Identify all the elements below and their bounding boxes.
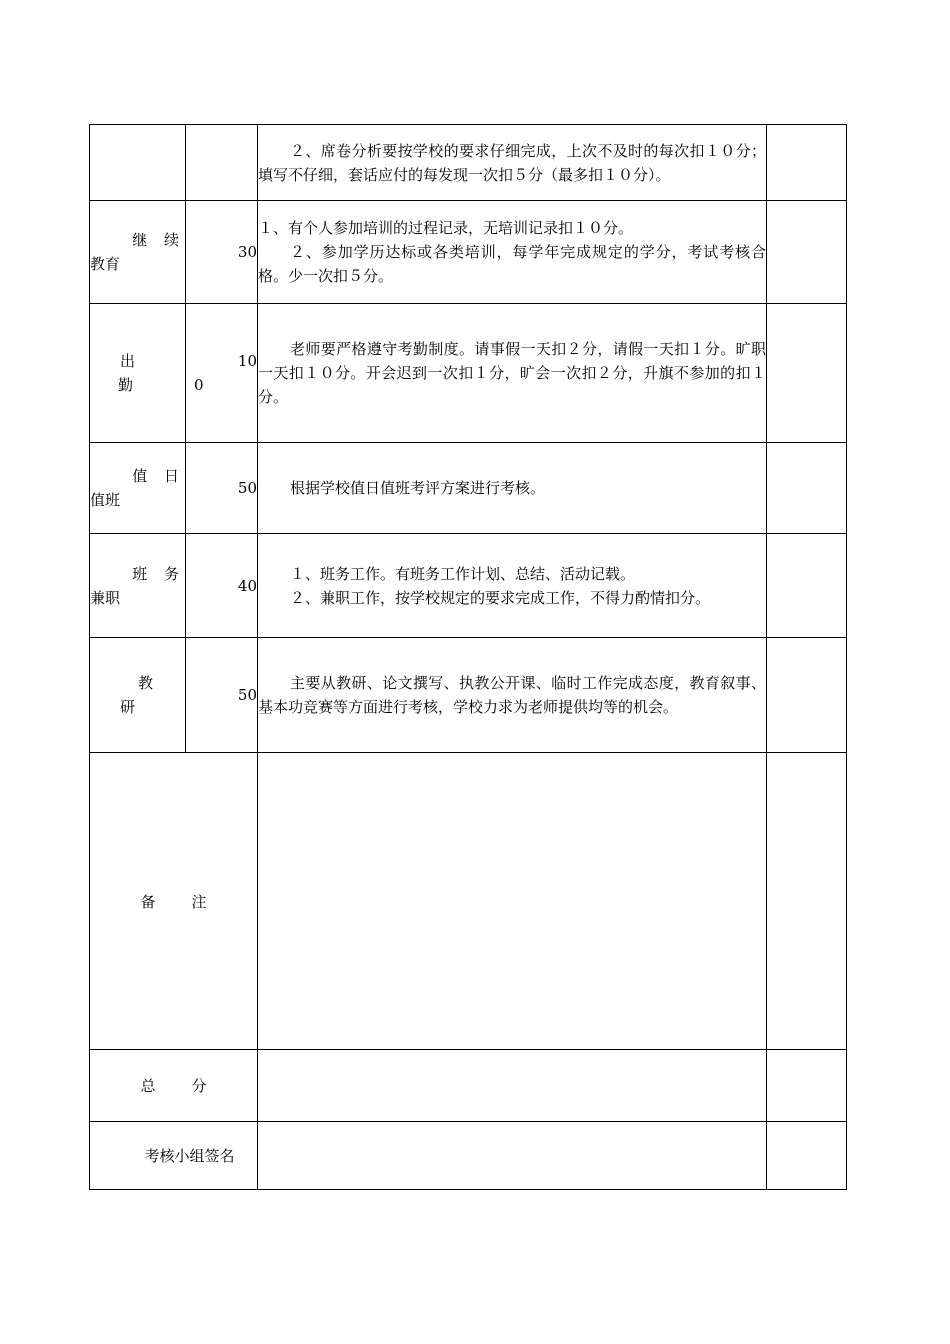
- content-cell: [258, 638, 767, 753]
- item-cell: [90, 201, 186, 304]
- content-text: 主要从教研、论文撰写、执教公开课、临时工作完成态度，教育叙事、基本功竞赛等方面进行考核，学校力求为老师提供均等的机会。: [258, 674, 766, 716]
- content-cell: [258, 201, 767, 304]
- content-text: ２、席卷分析要按学校的要求仔细完成，上次不及时的每次扣１０分；填写不仔细，套话应付的每发现一次扣５分（最多扣１０分）。: [258, 141, 766, 184]
- content-text: 老师要严格遵守考勤制度。请事假一天扣２分，请假一天扣１分。旷职一天扣１０分。开会迟到一次扣１分，旷会一次扣２分，升旗不参加的扣１分。: [258, 340, 766, 406]
- item-label-line1: 班 务: [132, 564, 185, 583]
- total-label: [90, 1050, 258, 1122]
- item-label-line2: 值班: [90, 491, 121, 509]
- content-cell: [258, 125, 767, 201]
- item-cell: [90, 304, 186, 443]
- result-cell: [767, 534, 847, 638]
- result-cell: [767, 304, 847, 443]
- assessment-table: [89, 124, 847, 1190]
- table-row: [90, 201, 847, 304]
- signature-row: [90, 1122, 847, 1190]
- remarks-label-char: 备: [140, 892, 156, 911]
- result-cell: [767, 1050, 847, 1122]
- item-label-line1: 继 续: [132, 231, 185, 249]
- result-cell: [767, 753, 847, 1050]
- result-cell: [767, 201, 847, 304]
- table-row: [90, 443, 847, 534]
- item-cell: [90, 443, 186, 534]
- content-cell: [258, 304, 767, 443]
- total-label-char: 分: [191, 1077, 207, 1095]
- score-cell: [186, 125, 258, 201]
- item-label-line1: 值 日: [132, 467, 185, 485]
- table-row: [90, 638, 847, 753]
- score-cell: 50: [186, 638, 258, 753]
- content-text: ２、参加学历达标或各类培训，每学年完成规定的学分，考试考核合格。少一次扣５分。: [258, 243, 766, 285]
- result-cell: [767, 638, 847, 753]
- content-text: １、有个人参加培训的过程记录，无培训记录扣１０分。: [258, 219, 634, 237]
- result-cell: [767, 125, 847, 201]
- signature-label: 考核小组签名: [90, 1122, 258, 1190]
- total-row: [90, 1050, 847, 1122]
- item-label-line2: 兼职: [90, 588, 121, 607]
- table-row: [90, 304, 847, 443]
- item-label-line2: 勤: [118, 376, 134, 394]
- score-value-wrap: 0: [194, 376, 204, 394]
- score-cell: [186, 304, 258, 443]
- content-cell: [258, 443, 767, 534]
- score-cell: 30: [186, 201, 258, 304]
- item-label-line2: 教育: [90, 255, 121, 273]
- total-label-char: 总: [140, 1077, 156, 1095]
- content-text: １、班务工作。有班务工作计划、总结、活动记载。: [290, 564, 636, 583]
- result-cell: [767, 1122, 847, 1190]
- remarks-label: [90, 753, 258, 1050]
- table-row: [90, 534, 847, 638]
- signature-field[interactable]: [258, 1122, 767, 1190]
- table-row: [90, 125, 847, 201]
- item-label-line1: 教: [138, 674, 154, 692]
- remarks-field[interactable]: [258, 753, 767, 1050]
- total-field[interactable]: [258, 1050, 767, 1122]
- score-cell: 50: [186, 443, 258, 534]
- item-cell: [90, 534, 186, 638]
- content-text: 根据学校值日值班考评方案进行考核。: [290, 479, 546, 497]
- remarks-label-char: 注: [191, 892, 207, 911]
- result-cell: [767, 443, 847, 534]
- score-value: 10: [237, 352, 257, 370]
- item-label-line2: 研: [120, 698, 136, 716]
- content-cell: [258, 534, 767, 638]
- score-cell: 40: [186, 534, 258, 638]
- item-label-line1: 出: [120, 352, 136, 370]
- item-cell: [90, 638, 186, 753]
- item-cell: [90, 125, 186, 201]
- remarks-row: [90, 753, 847, 1050]
- content-text: ２、兼职工作，按学校规定的要求完成工作，不得力酌情扣分。: [290, 588, 711, 607]
